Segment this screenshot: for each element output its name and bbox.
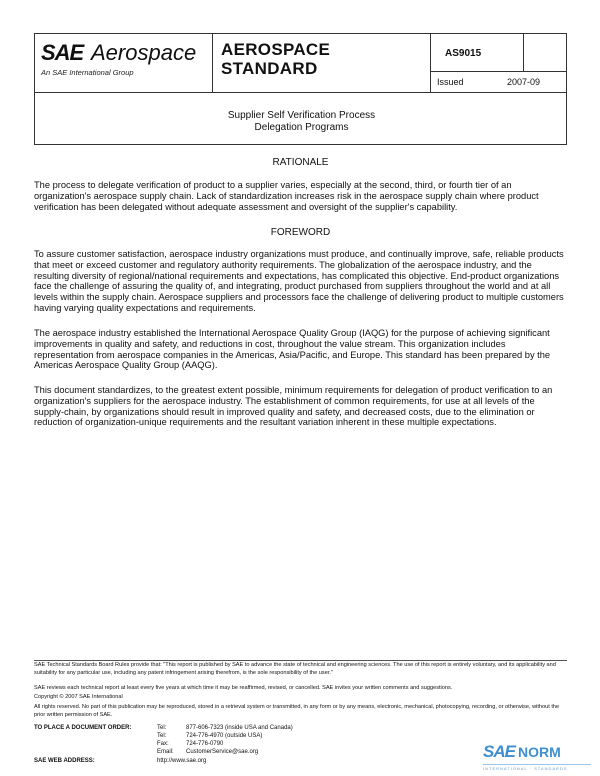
- logo-tagline: An SAE International Group: [41, 68, 134, 77]
- contact-value-tel-1: 877-606-7323 (inside USA and Canada): [186, 725, 293, 731]
- title-line-1: AEROSPACE: [221, 40, 331, 59]
- document-info-cell: [431, 34, 567, 92]
- footer-divider: [34, 660, 567, 661]
- standard-title-cell: [213, 34, 431, 92]
- logo-aerospace-text: Aerospace: [91, 40, 197, 65]
- issued-date: 2007-09: [507, 77, 541, 87]
- web-address-label: SAE WEB ADDRESS:: [34, 758, 95, 764]
- doc-cell-divider: [523, 34, 524, 72]
- footer-copyright: Copyright © 2007 SAE International: [34, 694, 123, 700]
- foreword-paragraph-3: This document standardizes, to the greatest extent possible, minimum requirements for delegation of product verification to an organization's suppliers for the aerospace industry. The establishment of common requirements, for use at all levels of the supply-chain, by organizations should result in improved quality and safety, and decreased costs, due to the elimination or reduction of organization-unique requirements and the resultant variation inherent in these multiple expectations.: [34, 385, 553, 428]
- footer-rights-text: All rights reserved. No part of this publication may be reproduced, stored in a retrieval system or transmitted, in any form or by any means, electronic, mechanical, photocopying, recording, or otherwise, without the prior written permission of SAE.: [34, 704, 560, 718]
- contact-key-email: Email:: [157, 749, 174, 755]
- foreword-paragraph-2: The aerospace industry established the International Aerospace Quality Group (IAQG) for the purpose of achieving significant improvements in quality and safety, and reductions in cost, throughout the value stream. This organization includes representation from aerospace companies in the Americas, Asia/Pacific, and Europe. This standard has been prepared by the Americas Aerospace Quality Group (AAQG).: [34, 328, 551, 371]
- footer-review-text: SAE reviews each technical report at least every five years at which time it may be reaffirmed, revised, or cancelled. SAE invites your written comments and suggestions.: [34, 685, 453, 691]
- logo-sae-text: SAE: [41, 40, 84, 65]
- sae-norm-logo: [483, 742, 593, 772]
- rationale-paragraph: The process to delegate verification of product to a supplier varies, especially at the second, third, or fourth tier of an organization's aerospace supply chain. Lack of standardization increases risk in the aerospace supply chain where product verification has been delegated without adequate assessment and oversight of the supplier's capability.: [34, 180, 539, 212]
- sae-norm-logo-norm: NORM: [518, 744, 561, 760]
- sae-norm-logo-sub: INTERNATIONAL · STANDARDS: [483, 766, 568, 771]
- contact-value-tel-2: 724-776-4970 (outside USA): [186, 733, 263, 739]
- web-address-link[interactable]: http://www.sae.org: [157, 758, 207, 764]
- sae-aerospace-logo: [35, 34, 213, 92]
- rationale-heading: RATIONALE: [272, 157, 329, 168]
- title-line-2: STANDARD: [221, 59, 318, 78]
- issued-label: Issued: [437, 77, 464, 87]
- contact-key-fax: Fax:: [157, 741, 169, 747]
- footer-rules-text: SAE Technical Standards Board Rules provide that: "This report is published by SAE to advance the state of technical and engineering sciences. The use of this report is entirely voluntary, and its applicability and suitability for any particular use, including any patent infringement arising therefrom, is the sole responsibility of the user.": [34, 662, 556, 676]
- doc-number: AS9015: [445, 48, 482, 59]
- document-header: [34, 33, 567, 93]
- sae-norm-logo-bar: [483, 764, 591, 765]
- order-label: TO PLACE A DOCUMENT ORDER:: [34, 725, 132, 731]
- foreword-paragraph-1: To assure customer satisfaction, aerospace industry organizations must produce, and continually improve, safe, reliable products that meet or exceed customer and regulatory authority requirements. The globalization of the aerospace industry, and the resulting diversity of regional/national requirements and expectations, has complicated this objective. End-product organizations face the challenge of assuring the quality of, and integrating, product purchased from suppliers throughout the world and at all levels within the supply chain. Aerospace suppliers and processors face the challenge of delivering product to multiple customers having varying quality expectations and requirements.: [34, 249, 564, 313]
- subject-box: [34, 93, 567, 145]
- subject-line-1: Supplier Self Verification Process: [227, 110, 376, 121]
- contact-value-email[interactable]: CustomerService@sae.org: [186, 749, 259, 755]
- contact-key-tel-1: Tel:: [157, 725, 167, 731]
- doc-number-row: [431, 34, 567, 72]
- sae-norm-logo-sae: SAE: [483, 742, 515, 761]
- contact-key-tel-2: Tel:: [157, 733, 167, 739]
- subject-line-2: Delegation Programs: [254, 122, 349, 133]
- foreword-heading: FOREWORD: [270, 227, 331, 238]
- contact-value-fax: 724-776-0790: [186, 741, 224, 747]
